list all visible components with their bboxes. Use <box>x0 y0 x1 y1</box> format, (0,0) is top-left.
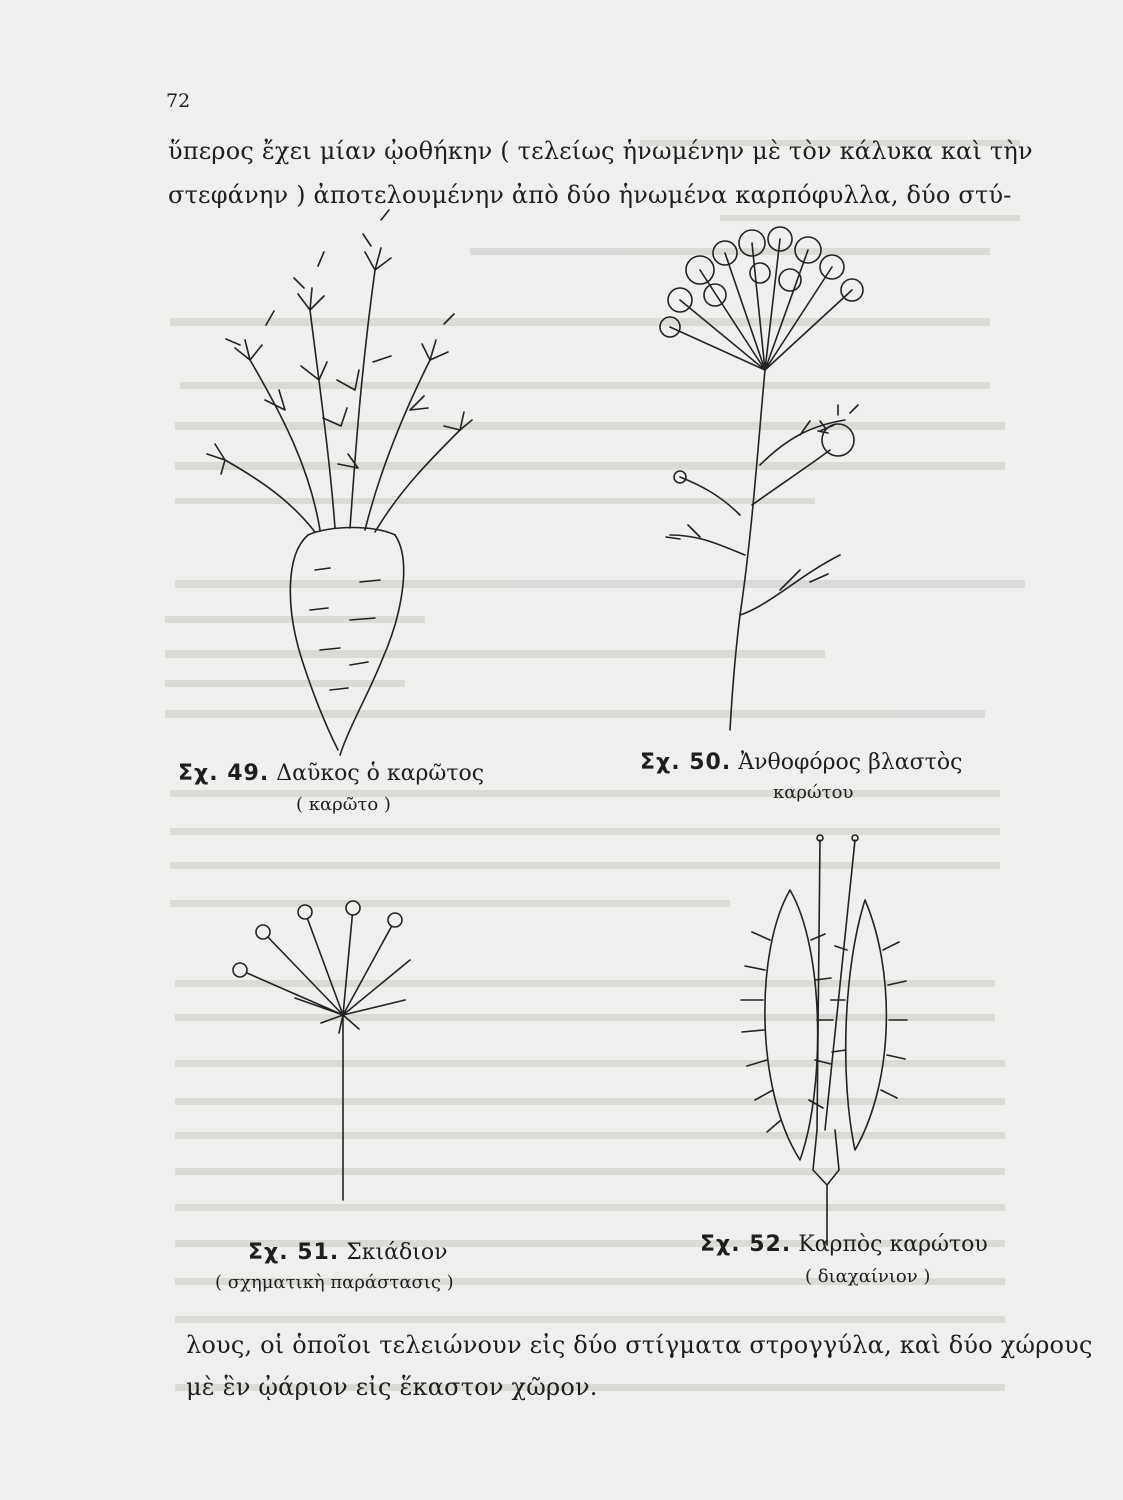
caption-fig-52 <box>700 1232 988 1257</box>
fig50-title: Ἀνθοφόρος βλαστὸς <box>738 750 963 775</box>
page-number: 72 <box>166 90 191 112</box>
fig52-number: Σχ. 52. <box>700 1232 792 1257</box>
carrot-plant-illustration <box>190 210 480 760</box>
fig52-title: Καρπὸς καρώτου <box>798 1232 988 1257</box>
flowering-stem-illustration <box>640 215 880 735</box>
carrot-fruit-illustration <box>735 830 895 1250</box>
caption-fig-51 <box>248 1240 448 1265</box>
body-text-line-1: ὕπερος ἔχει μίαν ᾠοθήκην ( τελείως ἡνωμένην μὲ τὸν κάλυκα καὶ τὴν <box>168 137 1033 165</box>
fig51-number: Σχ. 51. <box>248 1240 340 1265</box>
body-text-line-2: στεφάνην ) ἀποτελουμένην ἀπὸ δύο ἡνωμένα καρπόφυλλα, δύο στύ- <box>168 181 1012 209</box>
body-text-line-4: μὲ ἓν ᾠάριον εἰς ἕκαστον χῶρον. <box>186 1373 598 1401</box>
fig50-subtitle: καρώτου <box>773 782 854 803</box>
fig50-number: Σχ. 50. <box>640 750 732 775</box>
caption-fig-49 <box>178 761 484 786</box>
fig49-subtitle: ( καρῶτο ) <box>296 794 391 815</box>
fig49-number: Σχ. 49. <box>178 761 270 786</box>
fig51-title: Σκιάδιον <box>346 1240 448 1265</box>
caption-fig-50 <box>640 750 962 775</box>
umbel-schematic-diagram <box>225 900 425 1200</box>
fig51-subtitle: ( σχηματικὴ παράστασις ) <box>215 1272 454 1293</box>
fig52-subtitle: ( διαχαίνιον ) <box>805 1266 931 1287</box>
fig49-title: Δαῦκος ὁ καρῶτος <box>276 761 485 786</box>
body-text-line-3: λους, οἱ ὁποῖοι τελειώνουν εἰς δύο στίγματα στρογγύλα, καὶ δύο χώρους <box>186 1331 1093 1359</box>
